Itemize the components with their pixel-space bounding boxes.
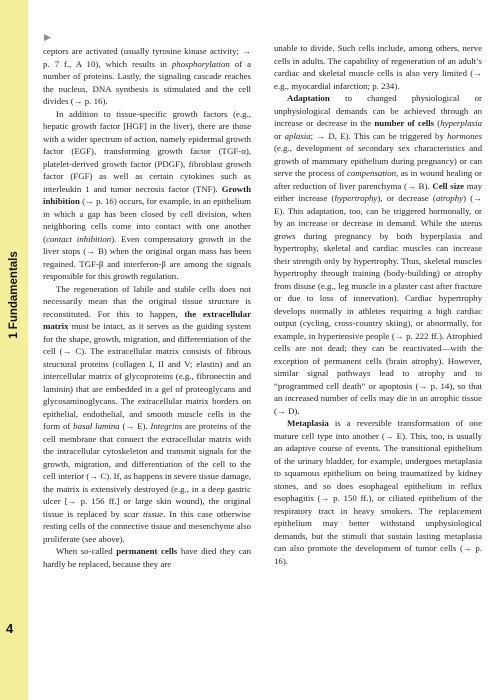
paragraph [274, 417, 482, 567]
text-run: is a reversible transformation of one mature cell type into another (→ E). This, too, is usually an adaptive course of events. The transitional epithelium of the urinary bladder, for example, undergoes metaplasia to squamous epithelium on being traumatized by kidney stones, and so does esophageal epithelium in reflux esophagitis (→ p. 150 ff.), or ciliated epithelium of the respiratory tract in heavy smokers. The replacement epithelium may better withstand unphysiological demands, but the stimuli that sustain lasting metaplasia can also promote the development of tumor cells (→ p. 16). [274, 418, 482, 566]
bold-term: Metaplasia [287, 418, 329, 428]
italic-term: compensation [346, 168, 397, 178]
italic-term: hyperplasia [440, 118, 482, 128]
italic-term: basal lamina [73, 421, 120, 431]
text-run: ) (→ E). This adaptation, too, can be triggered hormonally, or by an increase or decrease in demand. While the uterus grows during pregnancy by both hyperplasia and hypertrophy, skeletal and cardiac muscles can increase their strength only by hypertrophy. Thus, skeletal muscles hypertrophy through training (body-building) or atrophy from disuse (e.g., leg muscle in a plaster cast after fracture or due to loss of innervation). Cardiac hypertrophy develops normally in athletes requiring a high cardiac output (cycling, cross-country skiing), or abnormally, for example, in hypertensive people (→ p. 222 ff.). Atrophied cells are not dead; they can be reactivated—with the exception of permanent cells (brain atrophy). However, similar signal pathways lead to atrophy and to “programmed cell death” or apoptosis (→ p. 14), so that an increased number of cells may die in an atrophic tissue (→ D). [274, 193, 482, 416]
italic-term: hypertrophy [334, 193, 378, 203]
text-run: ( [434, 118, 441, 128]
paragraph [43, 545, 251, 570]
text-run: are proteins of the cell membrane that connect the extracellular matrix with the intracellular cytoskeleton and transmit signals for the growth, migration, and differentiation of the cell to the cell interior (→ C). If, as happens in severe tissue damage, the matrix is extensively destroyed (e.g., in a deep gastric ulcer [→ p. 156 ff.] or large skin wound), the original tissue is replaced by [43, 421, 251, 519]
text-run: have died they can hardly be replaced, because they are [43, 546, 252, 569]
bold-term: number of cells [374, 118, 435, 128]
italic-term: phosphorylation [171, 58, 230, 69]
bold-term: Adaptation [287, 93, 330, 103]
text-run: to changed physiological or unphysiological demands can be achieved through an increase or decrease in the [274, 93, 482, 128]
page-number: 4 [6, 621, 14, 636]
bold-term: permanent cells [116, 546, 178, 556]
chapter-sidebar [0, 0, 28, 700]
paragraph [274, 42, 482, 92]
text-run: (→ E). [119, 421, 151, 431]
paragraph [274, 92, 482, 417]
text-run: of a number of proteins. Lastly, the signaling cascade reaches the nucleus, DNA synthesis is stimulated and the cell divides (→ p. 16). [43, 58, 251, 106]
text-run: ). Even compensatory growth in the liver stops (→ B) when the original organ mass has been regained. TGF-β and interferon-β are among the signals responsible for this growth regulation. [43, 233, 251, 281]
bold-term: Cell size [432, 180, 465, 191]
text-run: , as in wound healing or after reduction of liver parenchyma (→ B). [274, 168, 482, 191]
text-run: When so-called [56, 546, 117, 556]
text-run: (e.g., development of secondary sex characteristics and growth of mammary epithelium during pregnancy) or can serve the process of [274, 143, 482, 178]
paragraph [43, 283, 251, 546]
right-text-column [274, 42, 482, 567]
chapter-title: 1 Fundamentals [8, 251, 20, 339]
italic-term: Integrins [150, 421, 183, 431]
italic-term: scar tissue [123, 508, 164, 519]
text-run: (→ p. 16) occurs, for example, in an epithelium in which a gap has been closed by cell division, when neighboring cells come into contact with one another ( [43, 196, 251, 244]
text-run: must be intact, as it serves as the guiding system for the shape, growth, migration, and differentiation of the cell (→ C). The extracellular matrix consists of fibrous structural proteins (collagen I, II and V; elastin) and an intercellular matrix of glycoproteins (e.g., fibronectin and laminin) that are embedded in a gel of proteoglycans and glycosaminoglycans. The extracellular matrix borders on epithelial, endothelial, and smooth muscle cells in the form of [43, 321, 251, 431]
text-run: In addition to tissue-specific growth factors (e.g., hepatic growth factor [HGF] in the liver), there are those with a wider spectrum of action, namely epidermal growth factor (EGF), transforming growth factor (TGF-α), platelet-derived growth factor (PDGF), fibroblast growth factor (FGF) as well as certain cytokines such as interleukin 1 and tumor necrosis factor (TNF). [43, 108, 251, 194]
text-run: may either increase ( [274, 180, 483, 203]
paragraph [43, 45, 251, 108]
bold-term: Growth inhibition [43, 183, 251, 206]
italic-term: atrophy [435, 193, 464, 203]
continuation-arrow-icon: ▶ [44, 33, 51, 43]
italic-term: hormones [447, 130, 483, 141]
left-text-column [43, 45, 251, 570]
text-run: or [274, 130, 285, 141]
text-run: ceptors are activated (usually tyrosine kinase activity; → p. 7 f., A 10), which results in [43, 46, 251, 69]
text-run: ), or decrease ( [377, 193, 436, 203]
chapter-label [2, 250, 26, 340]
text-run: . In this case otherwise resting cells of the connective tissue and mesenchyme also proliferate (see above). [43, 508, 251, 544]
paragraph [43, 108, 251, 283]
italic-term: contact inhibition [45, 233, 112, 244]
text-run: The regeneration of labile and stable cells does not necessarily mean that the original tissue structure is reconstituted. For this to happen, [43, 283, 251, 319]
italic-term: aplasia [284, 130, 311, 141]
text-run: unable to divide. Such cells include, among others, nerve cells in adults. The capability of regeneration of an adult’s cardiac and skeletal muscle cells is also very limited (→ e.g., myocardial infarction; p. 234). [274, 43, 482, 91]
text-run: ; → D, E). This can be triggered by [310, 130, 448, 141]
bold-term: the extracellular matrix [43, 308, 251, 331]
